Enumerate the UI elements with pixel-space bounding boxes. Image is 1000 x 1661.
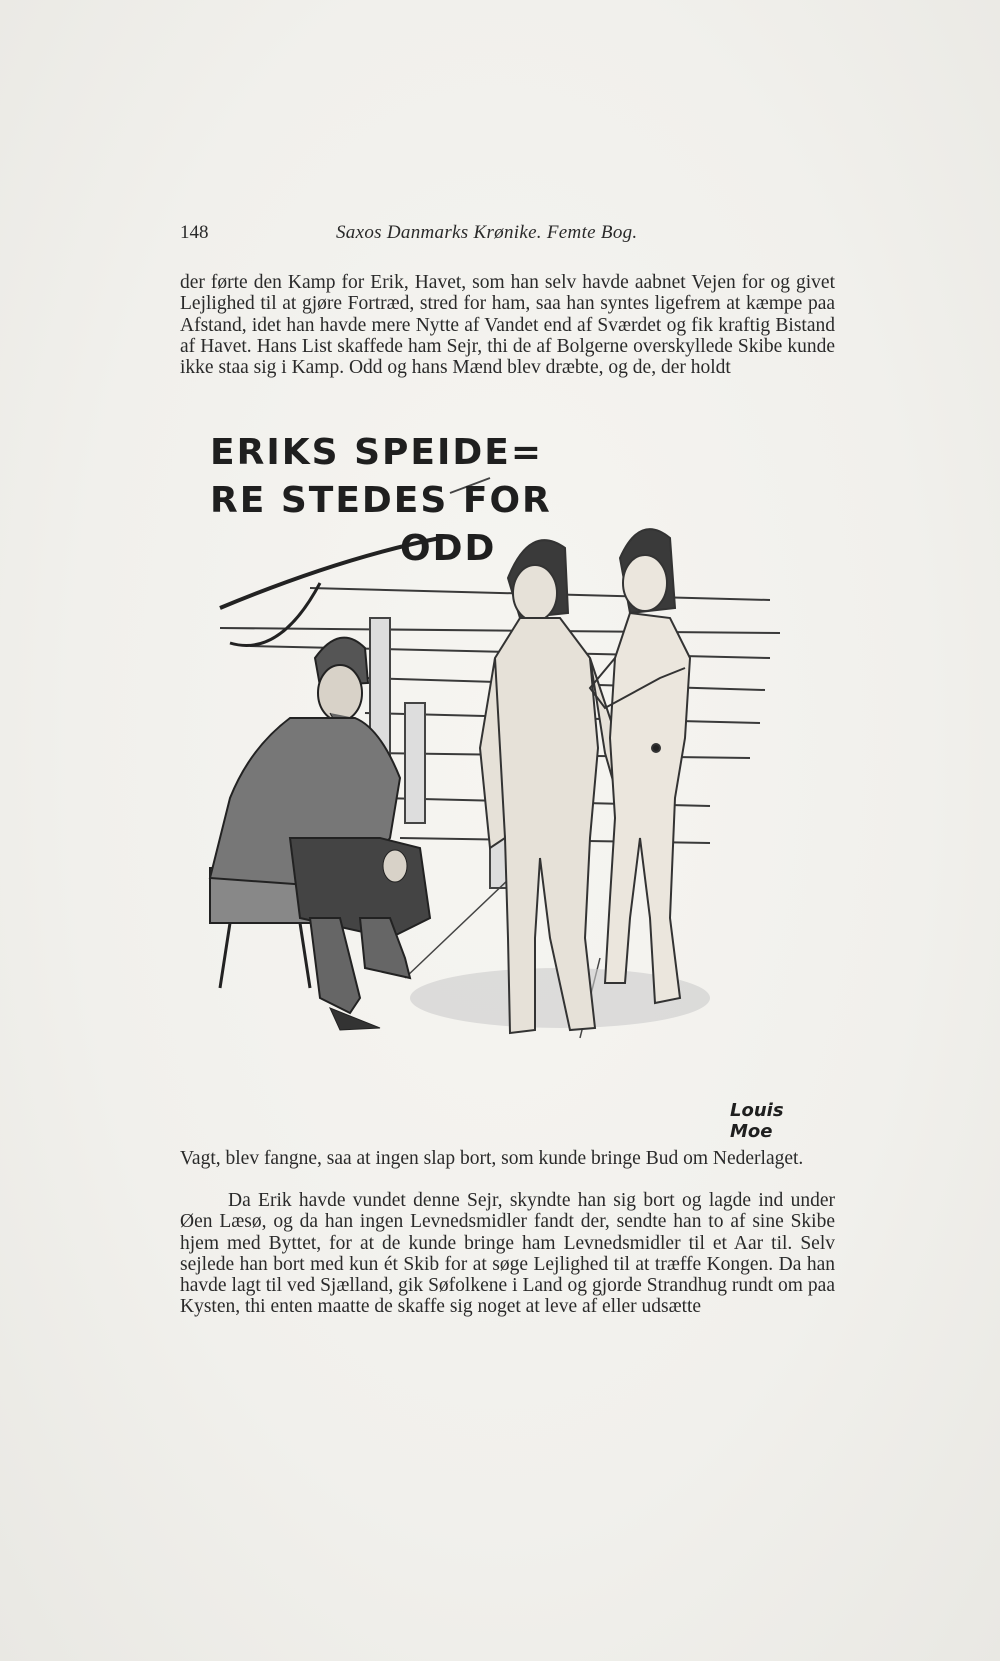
- rope: [230, 583, 320, 646]
- illustration-caption-line-1: ERIKS SPEIDE=: [210, 432, 544, 473]
- illustration-drawing: [190, 418, 830, 1130]
- page-number: 148: [180, 222, 209, 243]
- paragraph-bottom-2: Da Erik havde vundet denne Sejr, skyndte han sig bort og lagde ind under Øen Læsø, og da han ingen Levnedsmidler fandt der, sendte han to af sine Skibe hjem med Byttet, for at de kunde bringe ham Levnedsmidler til et Aar til. Selv sejlede han bort med kun ét Skib for at søge Lejlighed til at træffe Kongen. Da han havde lagt til ved Sjælland, gik Søfolkene i Land og gjorde Strandhug rundt om paa Kysten, thi enten maatte de skaffe sig noget at leve af eller udsætte: [180, 1190, 835, 1318]
- paragraph-bottom-1: Vagt, blev fangne, saa at ingen slap bort, som kunde bringe Bud om Nederlaget.: [180, 1148, 804, 1169]
- illustration: [190, 418, 830, 1142]
- seated-figure-odd: [210, 638, 430, 1030]
- paragraph-top: der førte den Kamp for Erik, Havet, som han selv havde aabnet Vejen for og givet Lejlighed til at gjøre Fortræd, stred for ham, saa han syntes ligefrem at kæmpe paa Afstand, idet han havde mere Nytte af Vandet end af Sværdet og fik kraftig Bistand af Havet. Hans List skaffede ham Sejr, thi de af Bolgerne overskyllede Skibe kunde ikke staa sig i Kamp. Odd og hans Mænd blev dræbte, og de, der holdt: [180, 272, 835, 379]
- artist-signature: Louis Moe: [730, 1100, 784, 1142]
- running-title: Saxos Danmarks Krønike. Femte Bog.: [336, 222, 638, 243]
- illustration-caption-line-2: RE STEDES FOR: [210, 480, 552, 521]
- standing-figure-2: [590, 529, 690, 1003]
- page-header: [180, 222, 835, 250]
- ship-post: [405, 703, 425, 823]
- illustration-caption-line-3: ODD: [400, 528, 497, 569]
